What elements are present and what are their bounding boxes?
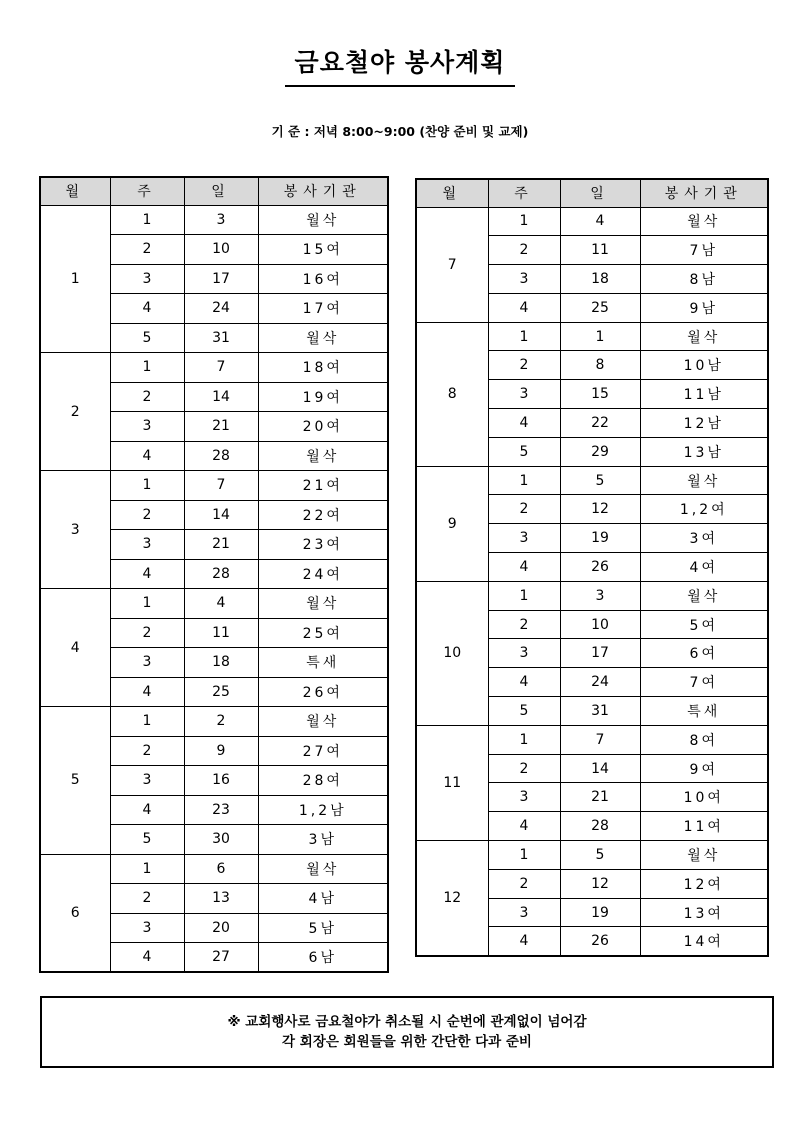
day-cell: 20 bbox=[184, 913, 258, 943]
week-cell: 5 bbox=[488, 437, 560, 466]
week-cell: 4 bbox=[488, 812, 560, 841]
table-row bbox=[40, 854, 388, 884]
week-cell: 1 bbox=[488, 725, 560, 754]
day-cell: 18 bbox=[560, 265, 640, 294]
group-cell: 14여 bbox=[640, 927, 768, 956]
group-cell: 12남 bbox=[640, 409, 768, 438]
week-cell: 5 bbox=[488, 697, 560, 726]
group-cell: 17여 bbox=[258, 294, 388, 324]
table-row bbox=[40, 353, 388, 383]
day-cell: 2 bbox=[184, 707, 258, 737]
week-cell: 3 bbox=[110, 530, 184, 560]
week-cell: 2 bbox=[110, 736, 184, 766]
month-cell: 11 bbox=[416, 725, 488, 840]
table-row bbox=[416, 207, 768, 236]
group-cell: 7남 bbox=[640, 236, 768, 265]
day-cell: 3 bbox=[184, 205, 258, 235]
day-cell: 9 bbox=[184, 736, 258, 766]
week-cell: 3 bbox=[110, 766, 184, 796]
header-day: 일 bbox=[184, 177, 258, 205]
day-cell: 24 bbox=[184, 294, 258, 324]
month-cell: 4 bbox=[40, 589, 110, 707]
week-cell: 2 bbox=[488, 754, 560, 783]
week-cell: 4 bbox=[488, 293, 560, 322]
group-cell: 특새 bbox=[258, 648, 388, 678]
day-cell: 28 bbox=[560, 812, 640, 841]
week-cell: 3 bbox=[488, 265, 560, 294]
day-cell: 5 bbox=[560, 466, 640, 495]
week-cell: 2 bbox=[488, 236, 560, 265]
week-cell: 4 bbox=[110, 294, 184, 324]
group-cell: 4여 bbox=[640, 553, 768, 582]
table-row bbox=[416, 725, 768, 754]
week-cell: 4 bbox=[110, 943, 184, 973]
day-cell: 14 bbox=[184, 500, 258, 530]
group-cell: 특새 bbox=[640, 697, 768, 726]
day-cell: 11 bbox=[560, 236, 640, 265]
week-cell: 1 bbox=[488, 466, 560, 495]
day-cell: 31 bbox=[560, 697, 640, 726]
month-cell: 12 bbox=[416, 841, 488, 956]
week-cell: 4 bbox=[110, 441, 184, 471]
week-cell: 2 bbox=[488, 869, 560, 898]
week-cell: 1 bbox=[488, 581, 560, 610]
day-cell: 3 bbox=[560, 581, 640, 610]
day-cell: 30 bbox=[184, 825, 258, 855]
day-cell: 11 bbox=[184, 618, 258, 648]
week-cell: 1 bbox=[110, 707, 184, 737]
group-cell: 3여 bbox=[640, 524, 768, 553]
day-cell: 1 bbox=[560, 322, 640, 351]
group-cell: 월삭 bbox=[640, 581, 768, 610]
table-row bbox=[416, 581, 768, 610]
day-cell: 7 bbox=[184, 471, 258, 501]
group-cell: 월삭 bbox=[640, 841, 768, 870]
day-cell: 25 bbox=[184, 677, 258, 707]
group-cell: 8여 bbox=[640, 725, 768, 754]
week-cell: 1 bbox=[488, 207, 560, 236]
week-cell: 2 bbox=[488, 495, 560, 524]
day-cell: 28 bbox=[184, 559, 258, 589]
group-cell: 11남 bbox=[640, 380, 768, 409]
group-cell: 3남 bbox=[258, 825, 388, 855]
group-cell: 9남 bbox=[640, 293, 768, 322]
group-cell: 월삭 bbox=[640, 466, 768, 495]
month-cell: 5 bbox=[40, 707, 110, 855]
month-cell: 8 bbox=[416, 322, 488, 466]
week-cell: 1 bbox=[110, 205, 184, 235]
group-cell: 5남 bbox=[258, 913, 388, 943]
group-cell: 월삭 bbox=[258, 205, 388, 235]
day-cell: 28 bbox=[184, 441, 258, 471]
day-cell: 4 bbox=[560, 207, 640, 236]
group-cell: 15여 bbox=[258, 235, 388, 265]
day-cell: 21 bbox=[184, 530, 258, 560]
week-cell: 1 bbox=[110, 471, 184, 501]
week-cell: 3 bbox=[110, 412, 184, 442]
month-cell: 6 bbox=[40, 854, 110, 972]
group-cell: 28여 bbox=[258, 766, 388, 796]
day-cell: 10 bbox=[184, 235, 258, 265]
group-cell: 24여 bbox=[258, 559, 388, 589]
day-cell: 5 bbox=[560, 841, 640, 870]
day-cell: 26 bbox=[560, 927, 640, 956]
week-cell: 1 bbox=[110, 854, 184, 884]
group-cell: 8남 bbox=[640, 265, 768, 294]
group-cell: 월삭 bbox=[258, 323, 388, 353]
day-cell: 12 bbox=[560, 495, 640, 524]
week-cell: 3 bbox=[488, 639, 560, 668]
month-cell: 1 bbox=[40, 205, 110, 353]
day-cell: 22 bbox=[560, 409, 640, 438]
day-cell: 31 bbox=[184, 323, 258, 353]
day-cell: 14 bbox=[560, 754, 640, 783]
group-cell: 6여 bbox=[640, 639, 768, 668]
group-cell: 19여 bbox=[258, 382, 388, 412]
group-cell: 12여 bbox=[640, 869, 768, 898]
header-month: 월 bbox=[416, 179, 488, 207]
day-cell: 19 bbox=[560, 898, 640, 927]
week-cell: 4 bbox=[488, 927, 560, 956]
week-cell: 3 bbox=[110, 913, 184, 943]
week-cell: 5 bbox=[110, 323, 184, 353]
week-cell: 2 bbox=[488, 610, 560, 639]
group-cell: 9여 bbox=[640, 754, 768, 783]
week-cell: 4 bbox=[110, 795, 184, 825]
day-cell: 18 bbox=[184, 648, 258, 678]
week-cell: 5 bbox=[110, 825, 184, 855]
week-cell: 2 bbox=[110, 382, 184, 412]
table-row bbox=[416, 322, 768, 351]
month-cell: 7 bbox=[416, 207, 488, 322]
group-cell: 21여 bbox=[258, 471, 388, 501]
day-cell: 23 bbox=[184, 795, 258, 825]
day-cell: 21 bbox=[184, 412, 258, 442]
day-cell: 25 bbox=[560, 293, 640, 322]
header-group: 봉사기관 bbox=[640, 179, 768, 207]
week-cell: 4 bbox=[488, 409, 560, 438]
group-cell: 10남 bbox=[640, 351, 768, 380]
week-cell: 3 bbox=[110, 648, 184, 678]
week-cell: 1 bbox=[110, 353, 184, 383]
schedule-table-second-half bbox=[415, 178, 769, 957]
day-cell: 6 bbox=[184, 854, 258, 884]
notice-line-1: ※ 교회행사로 금요철야가 취소될 시 순번에 관계없이 넘어감 bbox=[227, 1014, 587, 1030]
header-group: 봉사기관 bbox=[258, 177, 388, 205]
week-cell: 3 bbox=[488, 380, 560, 409]
day-cell: 17 bbox=[560, 639, 640, 668]
month-cell: 9 bbox=[416, 466, 488, 581]
schedule-table-first-half bbox=[39, 176, 389, 973]
header-day: 일 bbox=[560, 179, 640, 207]
group-cell: 4남 bbox=[258, 884, 388, 914]
schedule-basis: 기 준 : 저녁 8:00~9:00 (찬양 준비 및 교제) bbox=[271, 124, 529, 139]
day-cell: 16 bbox=[184, 766, 258, 796]
week-cell: 1 bbox=[110, 589, 184, 619]
group-cell: 월삭 bbox=[258, 441, 388, 471]
day-cell: 8 bbox=[560, 351, 640, 380]
week-cell: 3 bbox=[488, 783, 560, 812]
day-cell: 24 bbox=[560, 668, 640, 697]
table-row bbox=[40, 707, 388, 737]
day-cell: 14 bbox=[184, 382, 258, 412]
document-title bbox=[0, 43, 800, 87]
week-cell: 4 bbox=[110, 677, 184, 707]
week-cell: 3 bbox=[488, 524, 560, 553]
group-cell: 27여 bbox=[258, 736, 388, 766]
day-cell: 7 bbox=[184, 353, 258, 383]
day-cell: 12 bbox=[560, 869, 640, 898]
table-header-row bbox=[416, 179, 768, 207]
week-cell: 2 bbox=[110, 235, 184, 265]
day-cell: 15 bbox=[560, 380, 640, 409]
day-cell: 17 bbox=[184, 264, 258, 294]
group-cell: 22여 bbox=[258, 500, 388, 530]
table-row bbox=[40, 471, 388, 501]
week-cell: 4 bbox=[110, 559, 184, 589]
notice-box bbox=[40, 996, 774, 1068]
week-cell: 2 bbox=[110, 884, 184, 914]
header-month: 월 bbox=[40, 177, 110, 205]
table-row bbox=[416, 841, 768, 870]
week-cell: 4 bbox=[488, 668, 560, 697]
day-cell: 29 bbox=[560, 437, 640, 466]
group-cell: 13여 bbox=[640, 898, 768, 927]
table-row bbox=[40, 589, 388, 619]
notice-line-2: 각 회장은 회원들을 위한 간단한 다과 준비 bbox=[282, 1034, 532, 1050]
group-cell: 25여 bbox=[258, 618, 388, 648]
month-cell: 3 bbox=[40, 471, 110, 589]
group-cell: 월삭 bbox=[640, 322, 768, 351]
group-cell: 11여 bbox=[640, 812, 768, 841]
table-row bbox=[416, 466, 768, 495]
day-cell: 13 bbox=[184, 884, 258, 914]
week-cell: 1 bbox=[488, 841, 560, 870]
day-cell: 26 bbox=[560, 553, 640, 582]
group-cell: 23여 bbox=[258, 530, 388, 560]
group-cell: 월삭 bbox=[258, 854, 388, 884]
week-cell: 2 bbox=[488, 351, 560, 380]
week-cell: 1 bbox=[488, 322, 560, 351]
week-cell: 4 bbox=[488, 553, 560, 582]
document-title-text: 금요철야 봉사계획 bbox=[285, 43, 516, 87]
group-cell: 5여 bbox=[640, 610, 768, 639]
day-cell: 7 bbox=[560, 725, 640, 754]
group-cell: 월삭 bbox=[258, 707, 388, 737]
group-cell: 월삭 bbox=[258, 589, 388, 619]
day-cell: 4 bbox=[184, 589, 258, 619]
group-cell: 26여 bbox=[258, 677, 388, 707]
group-cell: 1,2여 bbox=[640, 495, 768, 524]
group-cell: 7여 bbox=[640, 668, 768, 697]
group-cell: 13남 bbox=[640, 437, 768, 466]
week-cell: 2 bbox=[110, 618, 184, 648]
group-cell: 10여 bbox=[640, 783, 768, 812]
week-cell: 3 bbox=[488, 898, 560, 927]
group-cell: 1,2남 bbox=[258, 795, 388, 825]
group-cell: 18여 bbox=[258, 353, 388, 383]
table-header-row bbox=[40, 177, 388, 205]
header-week: 주 bbox=[110, 177, 184, 205]
header-week: 주 bbox=[488, 179, 560, 207]
table-row bbox=[40, 205, 388, 235]
group-cell: 16여 bbox=[258, 264, 388, 294]
month-cell: 2 bbox=[40, 353, 110, 471]
group-cell: 20여 bbox=[258, 412, 388, 442]
day-cell: 19 bbox=[560, 524, 640, 553]
week-cell: 3 bbox=[110, 264, 184, 294]
group-cell: 월삭 bbox=[640, 207, 768, 236]
day-cell: 21 bbox=[560, 783, 640, 812]
day-cell: 27 bbox=[184, 943, 258, 973]
group-cell: 6남 bbox=[258, 943, 388, 973]
week-cell: 2 bbox=[110, 500, 184, 530]
day-cell: 10 bbox=[560, 610, 640, 639]
month-cell: 10 bbox=[416, 581, 488, 725]
